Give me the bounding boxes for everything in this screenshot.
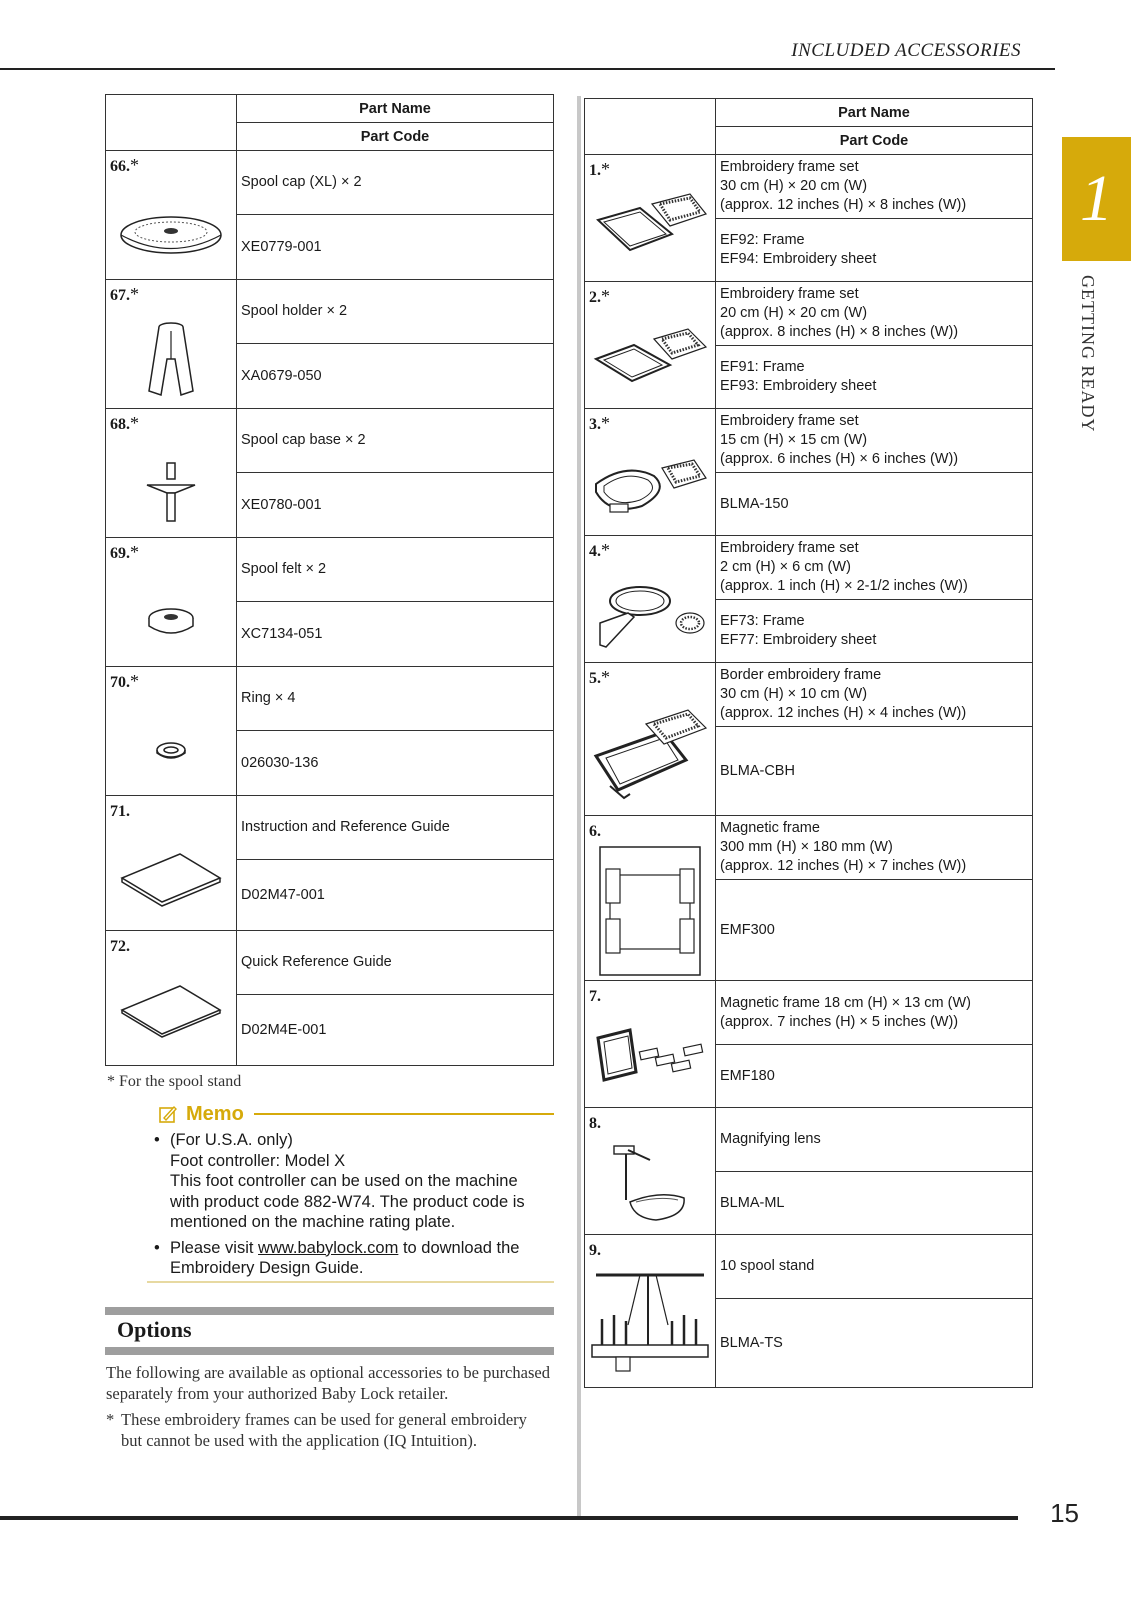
- part-name: Magnetic frame 18 cm (H) × 13 cm (W) (approx. 7 inches (H) × 5 inches (W)): [716, 981, 1033, 1045]
- babylock-link[interactable]: www.babylock.com: [258, 1238, 399, 1257]
- spool-stand-icon: [588, 1265, 712, 1381]
- memo-item: • (For U.S.A. only) Foot controller: Model X This foot controller can be used on the machine with product code 882-W74. The product code is mentioned on the machine rating plate.: [152, 1130, 544, 1233]
- part-name: Embroidery frame set 20 cm (H) × 20 cm (W) (approx. 8 inches (H) × 8 inches (W)): [716, 282, 1033, 346]
- part-name: Ring × 4: [237, 667, 554, 731]
- part-code: XE0780-001: [237, 473, 554, 538]
- part-code: EF91: Frame EF93: Embroidery sheet: [716, 346, 1033, 409]
- part-name: Embroidery frame set 30 cm (H) × 20 cm (W) (approx. 12 inches (H) × 8 inches (W)): [716, 155, 1033, 219]
- item-number: 68.: [110, 416, 130, 433]
- part-code: D02M47-001: [237, 860, 554, 931]
- memo-list: [152, 1130, 544, 1284]
- table-row: 67.* Spool holder × 2: [106, 280, 554, 344]
- options-note: * These embroidery frames can be used for general embroidery but cannot be used with the application (IQ Intuition).: [106, 1410, 527, 1450]
- magnetic-frame-300-icon: [596, 843, 704, 979]
- memo-item: • Please visit www.babylock.com to download the Embroidery Design Guide.: [152, 1238, 544, 1279]
- column-divider: [577, 96, 581, 1520]
- part-name: Border embroidery frame 30 cm (H) × 10 cm (W) (approx. 12 inches (H) × 4 inches (W)): [716, 663, 1033, 727]
- options-text: The following are available as optional accessories to be purchased separately from your authorized Baby Lock retailer.: [106, 1363, 550, 1403]
- spool-cap-xl-icon: [116, 210, 226, 260]
- part-name: Embroidery frame set 15 cm (H) × 15 cm (W) (approx. 6 inches (H) × 6 inches (W)): [716, 409, 1033, 473]
- header-part-name: Part Name: [237, 95, 554, 123]
- right-parts-table: [584, 98, 1033, 1388]
- instruction-guide-icon: [118, 848, 224, 908]
- part-name: Quick Reference Guide: [237, 931, 554, 995]
- ring-icon: [151, 737, 191, 765]
- part-code: D02M4E-001: [237, 995, 554, 1066]
- item-number: 1.: [589, 162, 601, 179]
- part-code: EMF300: [716, 880, 1033, 981]
- table-row: 68.* Spool cap base × 2: [106, 409, 554, 473]
- item-number: 72.: [110, 938, 130, 955]
- magnetic-frame-180-icon: [590, 1020, 710, 1092]
- table-row: 66.* Spool cap (XL) × 2: [106, 151, 554, 215]
- memo-title: Memo: [186, 1102, 244, 1125]
- item-number: 8.: [589, 1115, 601, 1132]
- memo-header: [158, 1101, 554, 1127]
- item-number: 9.: [589, 1242, 601, 1259]
- header-part-code: Part Code: [716, 127, 1033, 155]
- item-number: 69.: [110, 545, 130, 562]
- table-row: 4.* Embroidery frame set 2 cm (H) × 6 cm (W) (approx. 1 inch (H) × 2-1/2 inches (W)): [585, 536, 1033, 600]
- header-rule: [0, 68, 1055, 70]
- part-code: EMF180: [716, 1045, 1033, 1108]
- item-number: 71.: [110, 803, 130, 820]
- part-name: Magnetic frame 300 mm (H) × 180 mm (W) (approx. 12 inches (H) × 7 inches (W)): [716, 816, 1033, 880]
- part-name: Spool felt × 2: [237, 538, 554, 602]
- border-embroidery-frame-icon: [590, 704, 710, 804]
- page-number: 15: [1050, 1498, 1079, 1528]
- table-row: [106, 931, 554, 995]
- table-row: [585, 816, 1033, 880]
- part-code: XA0679-050: [237, 344, 554, 409]
- spool-cap-base-icon: [141, 461, 201, 525]
- header-part-name: Part Name: [716, 99, 1033, 127]
- part-code: EF73: Frame EF77: Embroidery sheet: [716, 600, 1033, 663]
- item-number: 70.: [110, 674, 130, 691]
- item-number: 5.: [589, 670, 601, 687]
- part-code: BLMA-150: [716, 473, 1033, 536]
- table-row: [585, 1108, 1033, 1172]
- part-name: Spool cap (XL) × 2: [237, 151, 554, 215]
- part-name: Embroidery frame set 2 cm (H) × 6 cm (W) (approx. 1 inch (H) × 2-1/2 inches (W)): [716, 536, 1033, 600]
- part-code: EF92: Frame EF94: Embroidery sheet: [716, 219, 1033, 282]
- spool-felt-icon: [143, 604, 199, 640]
- header-title: INCLUDED ACCESSORIES: [791, 40, 1021, 61]
- footnote: * For the spool stand: [107, 1073, 242, 1090]
- table-row: 3.* Embroidery frame set 15 cm (H) × 15 cm (W) (approx. 6 inches (H) × 6 inches (W)): [585, 409, 1033, 473]
- part-name: Magnifying lens: [716, 1108, 1033, 1172]
- embroidery-frame-set-icon: [590, 319, 710, 395]
- part-code: BLMA-TS: [716, 1299, 1033, 1388]
- embroidery-frame-set-icon: [590, 444, 710, 524]
- magnifying-lens-icon: [600, 1138, 700, 1228]
- item-number: 2.: [589, 289, 601, 306]
- header-part-code: Part Code: [237, 123, 554, 151]
- part-code: BLMA-CBH: [716, 727, 1033, 816]
- footer-rule: [0, 1516, 1018, 1520]
- part-name: Instruction and Reference Guide: [237, 796, 554, 860]
- table-row: 70.* Ring × 4: [106, 667, 554, 731]
- embroidery-frame-set-icon: [590, 190, 710, 270]
- part-code: BLMA-ML: [716, 1172, 1033, 1235]
- table-row: 2.* Embroidery frame set 20 cm (H) × 20 cm (W) (approx. 8 inches (H) × 8 inches (W)): [585, 282, 1033, 346]
- item-number: 3.: [589, 416, 601, 433]
- small-embroidery-frame-icon: [590, 571, 710, 651]
- item-number: 4.: [589, 543, 601, 560]
- chapter-label: GETTING READY: [1078, 275, 1098, 433]
- item-number: 66.: [110, 158, 130, 175]
- spool-holder-icon: [141, 319, 201, 399]
- table-header-row: [585, 99, 1033, 127]
- table-row: 5.* Border embroidery frame 30 cm (H) × 10 cm (W) (approx. 12 inches (H) × 4 inches (W)): [585, 663, 1033, 727]
- chapter-tab: 1: [1062, 137, 1131, 261]
- part-code: XE0779-001: [237, 215, 554, 280]
- table-header-row: [106, 95, 554, 123]
- memo-icon: [158, 1104, 178, 1124]
- table-row: 1.* Embroidery frame set 30 cm (H) × 20 cm (W) (approx. 12 inches (H) × 8 inches (W)): [585, 155, 1033, 219]
- options-title: Options: [117, 1317, 192, 1342]
- part-name: Spool holder × 2: [237, 280, 554, 344]
- left-parts-table: [105, 94, 554, 1066]
- item-number: 7.: [589, 988, 601, 1005]
- table-row: [585, 981, 1033, 1045]
- table-row: [106, 796, 554, 860]
- table-row: 69.* Spool felt × 2: [106, 538, 554, 602]
- quick-reference-guide-icon: [118, 980, 224, 1040]
- item-number: 67.: [110, 287, 130, 304]
- part-name: Spool cap base × 2: [237, 409, 554, 473]
- table-row: [585, 1235, 1033, 1299]
- part-name: 10 spool stand: [716, 1235, 1033, 1299]
- part-code: XC7134-051: [237, 602, 554, 667]
- part-code: 026030-136: [237, 731, 554, 796]
- item-number: 6.: [589, 823, 601, 840]
